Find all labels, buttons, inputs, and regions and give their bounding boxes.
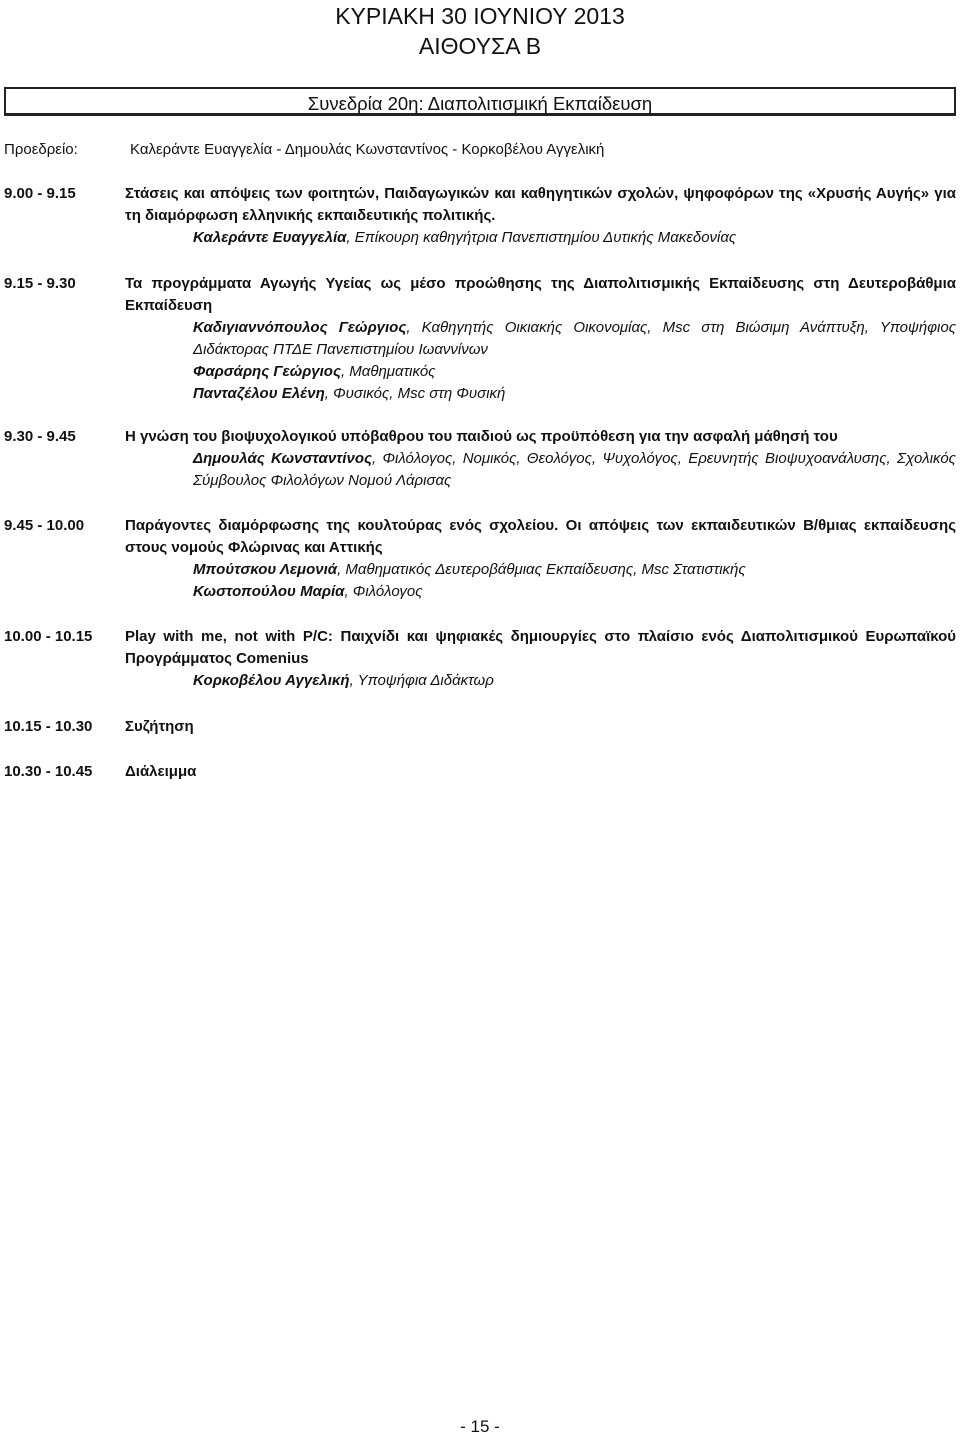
speaker-name: Καδιγιαννόπουλος Γεώργιος [193, 319, 407, 336]
speaker-affiliation: , Καθηγητής Οικιακής Οικονομίας, Msc στη Βιώσιμη Ανάπτυξη, Υποψήφιος Διδάκτορας ΠΤΔΕ Πανεπιστημίου Ιωαννίνων [193, 319, 956, 358]
speaker-name: Πανταζέλου Ελένη [193, 385, 325, 402]
speaker-entry [125, 227, 956, 249]
talk-title-3: Η γνώση του βιοψυχολογικού υπόβαθρου του παιδιού ως προϋπόθεση για την ασφαλή μάθησή του [125, 428, 838, 445]
talk-time-7: 10.30 - 10.45 [4, 763, 93, 780]
talk-time-3: 9.30 - 9.45 [4, 428, 76, 445]
speaker-affiliation: , Υποψήφια Διδάκτωρ [349, 672, 494, 689]
speaker-entry [125, 559, 956, 581]
chair-names: Καλεράντε Ευαγγελία - Δημουλάς Κωνσταντίνος - Κορκοβέλου Αγγελική [130, 141, 605, 158]
talk-time-4: 9.45 - 10.00 [4, 517, 85, 534]
session-header [4, 87, 956, 116]
speaker-name: Φαρσάρης Γεώργιος [193, 363, 341, 380]
session-title: Συνεδρία 20η: Διαπολιτισμική Εκπαίδευση [307, 93, 653, 114]
talk-1 [125, 183, 956, 249]
talk-title-5: Play with me, not with P/C: Παιχνίδι και ψηφιακές δημιουργίες στο πλαίσιο ενός Διαπολιτισμικού Ευρωπαϊκού Προγράμματος Comenius [125, 628, 956, 667]
chair-label: Προεδρείο: [4, 141, 78, 158]
speaker-affiliation: , Μαθηματικός [340, 363, 436, 380]
speaker-affiliation: , Επίκουρη καθηγήτρια Πανεπιστημίου Δυτικής Μακεδονίας [346, 229, 737, 246]
page-number: - 15 - [460, 1417, 500, 1436]
discussion-title: Συζήτηση [125, 718, 194, 735]
speaker-entry [125, 317, 956, 361]
speaker-entry [125, 581, 956, 603]
room-title: ΑΙΘΟΥΣΑ Β [418, 33, 542, 59]
speaker-name: Κωστοπούλου Μαρία [193, 583, 345, 600]
speaker-affiliation: , Μαθηματικός Δευτεροβάθμιας Εκπαίδευσης, Msc Στατιστικής [337, 561, 746, 578]
talk-title-4: Παράγοντες διαμόρφωσης της κουλτούρας ενός σχολείου. Οι απόψεις των εκπαιδευτικών Β/θμιας εκπαίδευσης στους νομούς Φλώρινας και Αττικής [125, 517, 956, 556]
talk-time-2: 9.15 - 9.30 [4, 275, 76, 292]
speaker-affiliation: , Φυσικός, Msc στη Φυσική [324, 385, 506, 402]
talk-2 [125, 273, 956, 405]
break-title: Διάλειμμα [125, 763, 197, 780]
speaker-entry [125, 383, 956, 405]
speaker-affiliation: , Φιλόλογος [344, 583, 423, 600]
speaker-entry [125, 670, 956, 692]
speaker-name: Μπούτσκου Λεμονιά [193, 561, 338, 578]
day-title: ΚΥΡΙΑΚΗ 30 ΙΟΥΝΙΟΥ 2013 [335, 3, 625, 29]
speaker-name: Καλεράντε Ευαγγελία [193, 229, 347, 246]
talk-3 [125, 426, 956, 492]
speaker-affiliation: , Φιλόλογος, Νομικός, Θεολόγος, Ψυχολόγος, Ερευνητής Βιοψυχοανάλυσης, Σχολικός Σύμβουλος Φιλολόγων Νομού Λάρισας [193, 450, 956, 489]
speaker-entry [125, 361, 956, 383]
talk-time-5: 10.00 - 10.15 [4, 628, 93, 645]
speaker-name: Δημουλάς Κωνσταντίνος [193, 450, 372, 467]
talk-5 [125, 626, 956, 692]
speaker-entry [125, 448, 956, 492]
talk-title-2: Τα προγράμματα Αγωγής Υγείας ως μέσο προώθησης της Διαπολιτισμικής Εκπαίδευσης στη Δευτεροβάθμια Εκπαίδευση [125, 275, 956, 314]
talk-time-1: 9.00 - 9.15 [4, 185, 76, 202]
talk-time-6: 10.15 - 10.30 [4, 718, 93, 735]
speaker-name: Κορκοβέλου Αγγελική [193, 672, 350, 689]
talk-4 [125, 515, 956, 603]
talk-title-1: Στάσεις και απόψεις των φοιτητών, Παιδαγωγικών και καθηγητικών σχολών, ψηφοφόρων της «Χρυσής Αυγής» για τη διαμόρφωση ελληνικής εκπαιδευτικής πολιτικής. [125, 185, 956, 224]
